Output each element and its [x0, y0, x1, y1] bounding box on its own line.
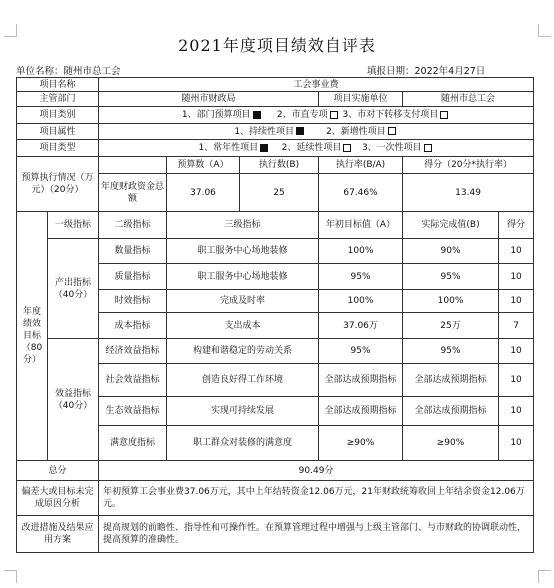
checkbox-empty-icon — [330, 111, 338, 119]
budget-header-score: 得分（20分*执行率） — [403, 157, 534, 174]
benefit-l3: 实现可持续发展 — [167, 397, 319, 426]
header-target: 年初目标值（A） — [319, 212, 403, 239]
type-label: 项目类型 — [17, 140, 99, 157]
output-actual: 95% — [403, 264, 499, 290]
dept-value: 随州市财政局 — [99, 92, 319, 107]
output-score: 10 — [499, 264, 534, 290]
budget-header-a: 预算数（A） — [167, 157, 240, 174]
benefit-l3: 构建和谐稳定的劳动关系 — [167, 339, 319, 364]
category-options — [99, 107, 534, 124]
benefit-label: 效益指标（40分） — [48, 339, 99, 461]
deviation-label: 偏差大或目标未完成原因分析 — [17, 481, 99, 516]
output-l3: 职工服务中心场地装修 — [167, 239, 319, 264]
evaluation-table — [16, 77, 534, 553]
benefit-score: 10 — [499, 339, 534, 364]
improve-label: 改进措施及结果应用方案 — [17, 516, 99, 553]
output-label: 产出指标（40分） — [48, 239, 99, 339]
project-name-label: 项目名称 — [17, 78, 99, 92]
category-option-3: 3、市对下转移支付项目 — [342, 110, 439, 120]
header-level2: 二级指标 — [99, 212, 167, 239]
output-l2: 质量指标 — [99, 264, 167, 290]
impl-value: 随州市总工会 — [403, 92, 534, 107]
attr-option-1: 1、持续性项目 — [234, 126, 295, 137]
category-label: 项目类别 — [17, 107, 99, 124]
header-level3: 三级指标 — [167, 212, 319, 239]
deviation-text: 年初预算工会事业费37.06万元，其中上年结转资金12.06万元，21年财政统筹收回上年结余资金12.06万元。 — [99, 481, 534, 516]
output-actual: 25万 — [403, 313, 499, 339]
budget-header-rate: 执行率(B/A) — [319, 157, 403, 174]
attr-options — [99, 124, 534, 140]
attr-option-2: 2、新增性项目 — [326, 126, 386, 137]
checkbox-empty-icon — [424, 144, 432, 152]
type-options — [99, 140, 534, 157]
benefit-actual: ≥90% — [403, 426, 499, 461]
type-option-3: 3、一次性项目 — [361, 143, 422, 153]
output-target: 100% — [319, 290, 403, 313]
page-title: 2021年度项目绩效自评表 — [178, 36, 376, 55]
budget-value-rate: 67.46% — [319, 174, 403, 212]
output-l3: 职工服务中心场地装修 — [167, 264, 319, 290]
benefit-actual: 全部达成预期指标 — [403, 364, 499, 397]
budget-label: 预算执行情况（万元）（20分） — [17, 157, 99, 212]
benefit-l2: 社会效益指标 — [99, 364, 167, 397]
crop-mark-bottom-left — [4, 570, 17, 583]
output-l3: 支出成本 — [167, 313, 319, 339]
budget-row-label: 年度财政资金总额 — [99, 174, 167, 212]
budget-value-score: 13.49 — [403, 174, 534, 212]
output-l2: 成本指标 — [99, 313, 167, 339]
total-label: 总分 — [17, 461, 99, 481]
output-l2: 数量指标 — [99, 239, 167, 264]
total-value: 90.49分 — [99, 461, 534, 481]
benefit-score: 10 — [499, 397, 534, 426]
benefit-l2: 生态效益指标 — [99, 397, 167, 426]
benefit-actual: 95% — [403, 339, 499, 364]
budget-value-a: 37.06 — [167, 174, 240, 212]
benefit-score: 10 — [499, 426, 534, 461]
output-target: 95% — [319, 264, 403, 290]
benefit-target: 95% — [319, 339, 403, 364]
output-score: 10 — [499, 290, 534, 313]
type-option-1: 1、常年性项目 — [198, 143, 259, 153]
checkbox-empty-icon — [343, 144, 351, 152]
impl-label: 项目实施单位 — [319, 92, 403, 107]
table-row — [17, 339, 534, 364]
output-l2: 时效指标 — [99, 290, 167, 313]
output-score: 10 — [499, 239, 534, 264]
budget-value-b: 25 — [240, 174, 319, 212]
benefit-actual: 全部达成预期指标 — [403, 397, 499, 426]
benefit-l2: 满意度指标 — [99, 426, 167, 461]
header-score: 得分 — [499, 212, 534, 239]
checkbox-checked-icon — [296, 127, 304, 135]
benefit-l3: 职工群众对装修的满意度 — [167, 426, 319, 461]
checkbox-checked-icon — [260, 144, 268, 152]
output-score: 7 — [499, 313, 534, 339]
dept-label: 主管部门 — [17, 92, 99, 107]
improve-text: 提高规划的前瞻性、指导性和可操作性。在预算管理过程中增强与上级主管部门、与市财政的协调联动性，提高预算的准确性。 — [99, 516, 534, 553]
project-name-value: 工会事业费 — [99, 78, 534, 92]
budget-header-b: 执行数(B) — [240, 157, 319, 174]
unit-name: 单位名称：随州市总工会 — [16, 66, 121, 77]
benefit-target: ≥90% — [319, 426, 403, 461]
category-option-2: 2、市直专项 — [276, 110, 328, 120]
annual-targets-label: 年度绩效目标（80分） — [17, 212, 48, 461]
output-target: 100% — [319, 239, 403, 264]
header-actual: 实际完成值(B) — [403, 212, 499, 239]
attr-label: 项目属性 — [17, 124, 99, 140]
crop-mark-bottom-right — [538, 570, 551, 583]
benefit-target: 全部达成预期指标 — [319, 397, 403, 426]
fill-date: 填报日期：2022年4月27日 — [367, 66, 486, 77]
output-actual: 90% — [403, 239, 499, 264]
benefit-l3: 创造良好得工作环境 — [167, 364, 319, 397]
header-level1: 一级指标 — [48, 212, 99, 239]
output-actual: 100% — [403, 290, 499, 313]
output-l3: 完成及时率 — [167, 290, 319, 313]
benefit-target: 全部达成预期指标 — [319, 364, 403, 397]
checkbox-empty-icon — [388, 127, 396, 135]
type-option-2: 2、延续性项目 — [281, 143, 342, 153]
category-option-1: 1、部门预算项目 — [181, 110, 251, 120]
checkbox-checked-icon — [253, 111, 261, 119]
checkbox-empty-icon — [440, 111, 448, 119]
benefit-score: 10 — [499, 364, 534, 397]
table-row — [17, 239, 534, 264]
benefit-l2: 经济效益指标 — [99, 339, 167, 364]
output-target: 37.06万 — [319, 313, 403, 339]
